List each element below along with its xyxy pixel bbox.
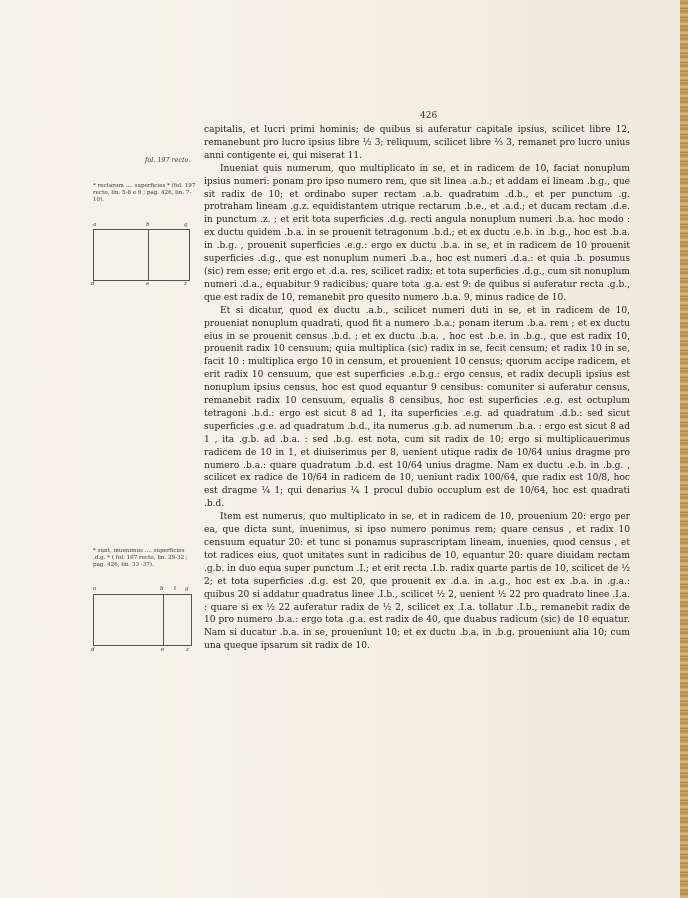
label-b: b [160, 586, 164, 592]
margin-note-2: * sunt, inuenimus .... superficies .d.g. * ( fol. 197 recto, lin. 29-32 ; pag. 426, lin. 33 -37). [93, 548, 188, 568]
main-text [204, 124, 630, 653]
label-d: d [91, 281, 95, 287]
label-e: e [146, 281, 150, 287]
diagram-1-rect [93, 229, 190, 281]
diagram-2-rect [93, 594, 192, 646]
label-b: b [146, 222, 150, 228]
margin-folio-ref: fol. 197 recto. [145, 156, 191, 164]
diagram-2-divider [163, 594, 164, 646]
label-g: g [184, 222, 188, 228]
paragraph-1: capitalis, et lucri primi hominis; de quibus si auferatur capitale ipsius, scilicet libre 12, remanebunt pro lucro ipsius libre ½ 3; reliquum, scilicet libre ⅔ 3, remanet pro lucro unius anni contigente ei, qui miserat 11. [204, 125, 630, 161]
label-t: t [174, 586, 177, 592]
paragraph-2: Inueniat quis numerum, quo multiplicato in se, et in radicem de 10, faciat nonuplum ipsius numeri: ponam pro ipso numero rem, que sit linea .a.b.; et addam ei lineam .b.g., que sit radix de 10; et ordinabo super rectam .a.b. quadratum .d.b., et per punctum .g. protraham lineam .g.z. equidistantem utrique rectarum .b.e., et .a.d.; et ducam rectam .d.e. in punctum .z. ; et erit tota superficies .d.g. recti angula nonuplum numeri .b.a. hoc modo : ex ductu quidem .b.a. in se prouenit tetragonum .b.d.; et ex ductu .e.b. in .b.g., hoc est .b.a. in .b.g. , prouenit superficies .e.g.: ergo ex ductu .b.a. in se, et in radicem de 10 prouenit superficies .d.g., que est nonuplum numeri .b.a., hoc est numeri .d.a.: et quia .b. posumus (sic) rem esse; erit ergo et .d.a. res, scilicet radix; et tota superficies .d.g., cum sit nonuplum numeri .d.a., equabitur 9 radicibus; quare tota .g.a. est 9: de quibus si auferatur recta .g.b., que est radix de 10, remanebit pro quesito numero .b.a. 9, minus radice de 10. [204, 163, 630, 303]
paragraph-4: Item est numerus, quo multiplicato in se, et in radicem de 10, prouenium 20: ergo per ea, que dicta sunt, inuenimus, si ipso numero ponimus rem; quare census , et radix 10 censuum equatur 20: et tunc si ponamus suprascriptam lineam, inuenies, quod census , et tot radices eius, quot unitates sunt in radicibus de 10, equantur 20: quare diuidam rectam .g.b. in duo equa super punctum .I.; et erit recta .I.b. radix quarte partis de 10, scilicet de ½ 2; et tota superficies .d.g. est 20, que prouenit ex .d.a. in .a.g., hoc est ex .b.a. in .g.a.: quibus 20 si addatur quadratus linee .I.b., scilicet ½ 2, uenient ½ 22 pro quadrato linee .I.a. : quare si ex ½ 22 auferatur radix de ½ 2, scilicet ex .I.a. tollatur .I.b., remanebit radix de 10 pro numero .b.a.: ergo tota .g.a. est radix de 40, que duabus radicum (sic) de 10 equatur. Nam si ducatur .b.a. in se, proueniunt 10; et ex ductu .b.a. in .b.g. proueniunt alia 10; cum una queque ipsarum sit radix de 10. [204, 512, 630, 652]
label-g: g [185, 586, 189, 592]
label-a: a [93, 586, 97, 592]
label-z: z [184, 281, 187, 287]
margin-note-1: * rectarum .... superficies * (fol. 197 recto, lin. 5-8 e 9 ; pag. 426, lin. 7-10). [93, 183, 196, 203]
label-a: a [93, 222, 97, 228]
label-e: e [161, 647, 165, 653]
paragraph-3: Et si dicatur, quod ex ductu .a.b., scilicet numeri duti in se, et in radicem de 10, proueniat nonuplum quadrati, quod fit a numero .b.a.; ponam iterum .b.a. rem ; et ex ductu eius in se prouenit census .b.d. ; et ex ductu .b.a. , hoc est .b.e. in .b.g., que est radix 10, prouenit radix 10 censuum; quia multiplica (sic) radix in se, fecit censum; et radix 10 in se, facit 10 : multiplica ergo 10 in censum, et prouenient 10 census; quorum accipe radicem, et erit radix 10 censuum, que est superficies .e.b.g.: ergo census, et radix decupli ipsius est nonuplum ipsius census, hoc est quod equantur 9 censibus: comuniter si auferatur census, remanebit radix 10 censuum, equalis 8 censibus, hoc est superficies .e.g. est octuplum tetragoni .b.d.: ergo est sicut 8 ad 1, ita superficies .e.g. ad quadratum .d.b.: sed sicut superficies .g.e. ad quadratum .b.d., ita numerus .g.b. ad numerum .b.a. : ergo est sicut 8 ad 1 , ita .g.b. ad .b.a. : sed .b.g. est nota, cum sit radix de 10; ergo si multiplicauerimus radicem de 10 in 1, et diuiserimus per 8, uenient utique radix de 10/64 unius dragme pro numero .b.a.: quare quadratum .b.d. est 10/64 unius dragme. Nam ex ductu .e.b. in .b.g. , scilicet ex radice de 10/64 in radicem de 10, ueniunt radix 100/64, que radix est 10/8, hoc est dragme ¼ 1; qui denarius ¼ 1 procul dubio occuplum est de 10/64, hoc est quadrati .b.d. [204, 305, 630, 510]
label-d: d [91, 647, 95, 653]
book-edge [680, 0, 688, 898]
page-number: 426 [420, 111, 438, 121]
diagram-1-divider [148, 229, 149, 281]
label-z: z [186, 647, 189, 653]
